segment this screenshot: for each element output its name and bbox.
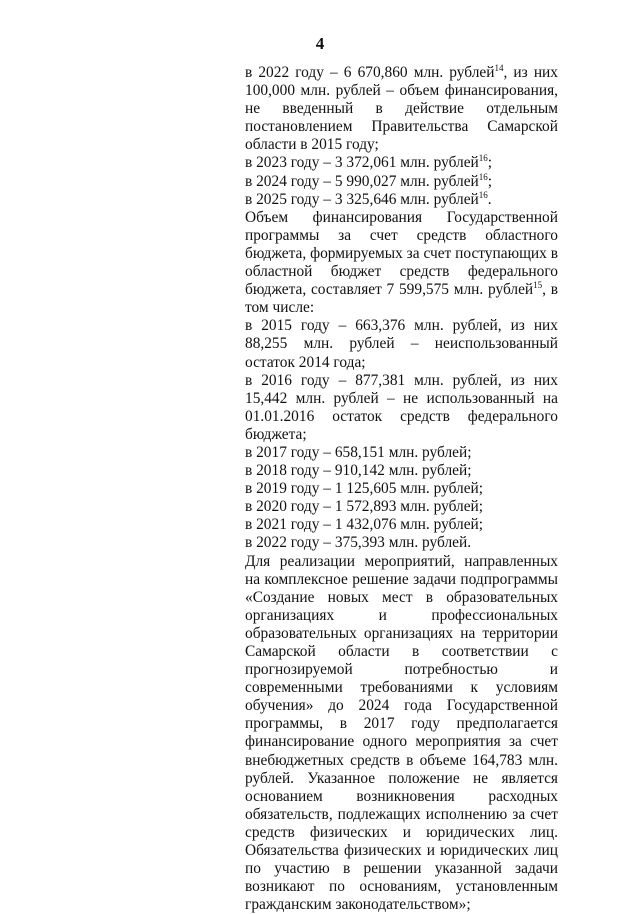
paragraph: в 2017 году – 658,151 млн. рублей; — [245, 443, 472, 461]
footnote-mark: 15 — [533, 280, 543, 290]
footnote-mark: 16 — [478, 171, 488, 182]
footnote-mark: 14 — [494, 62, 504, 73]
paragraph: в 2024 году – 5 990,027 млн. рублей$^{16}$; — [245, 171, 493, 190]
paragraph: в 2023 году – 3 372,061 млн. рублей$^{16}$; — [245, 153, 493, 172]
paragraph: в 2022 году – 6 670,860 млн. рублей$^{14}$, из них 100,000 млн. рублей – объем финансирования, не введенный в действие отдельным постановлением Правительства Самарской области в 2015 году; — [245, 62, 558, 154]
paragraph: в 2022 году – 375,393 млн. рублей. — [245, 534, 472, 552]
paragraph: Для реализации мероприятий, направленных на комплексное решение задачи подпрограммы «Создание новых мест в образовательных организациях и профессиональных образовательных организациях на территории Самарской области в соответствии с прогнозируемой потребностью и современными требованиями к условиям обучения» до 2024 года Государственной программы, в 2017 году предполагается финансирование одного мероприятия за счет внебюджетных средств в объеме 164,783 млн. рублей. Указанное положение не является основанием возникновения расходных обязательств, подлежащих исполнению за счет средств физических и юридических лиц. Обязательства физических и юридических лиц по участию в решении указанной задачи возникают по основаниям, установленным гражданским законодательством»; — [245, 552, 558, 914]
paragraph: Объем финансирования Государственной программы за счет средств областного бюджета, формируемых за счет поступающих в областной бюджет средств федерального бюджета, составляет 7 599,575 млн. рублей$^{15}$, в том числе: — [245, 208, 559, 317]
page-number: 4 — [315, 34, 325, 53]
paragraph: в 2015 году – 663,376 млн. рублей, из них 88,255 млн. рублей – неиспользованный остаток 2014 года; — [245, 317, 558, 371]
paragraph: в 2018 году – 910,142 млн. рублей; — [245, 462, 472, 480]
document-body — [245, 64, 558, 914]
paragraph: в 2019 году – 1 125,605 млн. рублей; — [245, 480, 484, 498]
footnote-mark: 16 — [478, 153, 488, 164]
footnote-mark: 16 — [478, 189, 488, 200]
paragraph: в 2020 году – 1 572,893 млн. рублей; — [245, 498, 484, 516]
paragraph: в 2021 году – 1 432,076 млн. рублей; — [245, 516, 484, 534]
paragraph: в 2016 году – 877,381 млн. рублей, из них 15,442 млн. рублей – не использованный на 01.01.2016 остаток средств федерального бюджета; — [245, 371, 558, 443]
paragraph: в 2025 году – 3 325,646 млн. рублей$^{16}$. — [245, 189, 492, 208]
